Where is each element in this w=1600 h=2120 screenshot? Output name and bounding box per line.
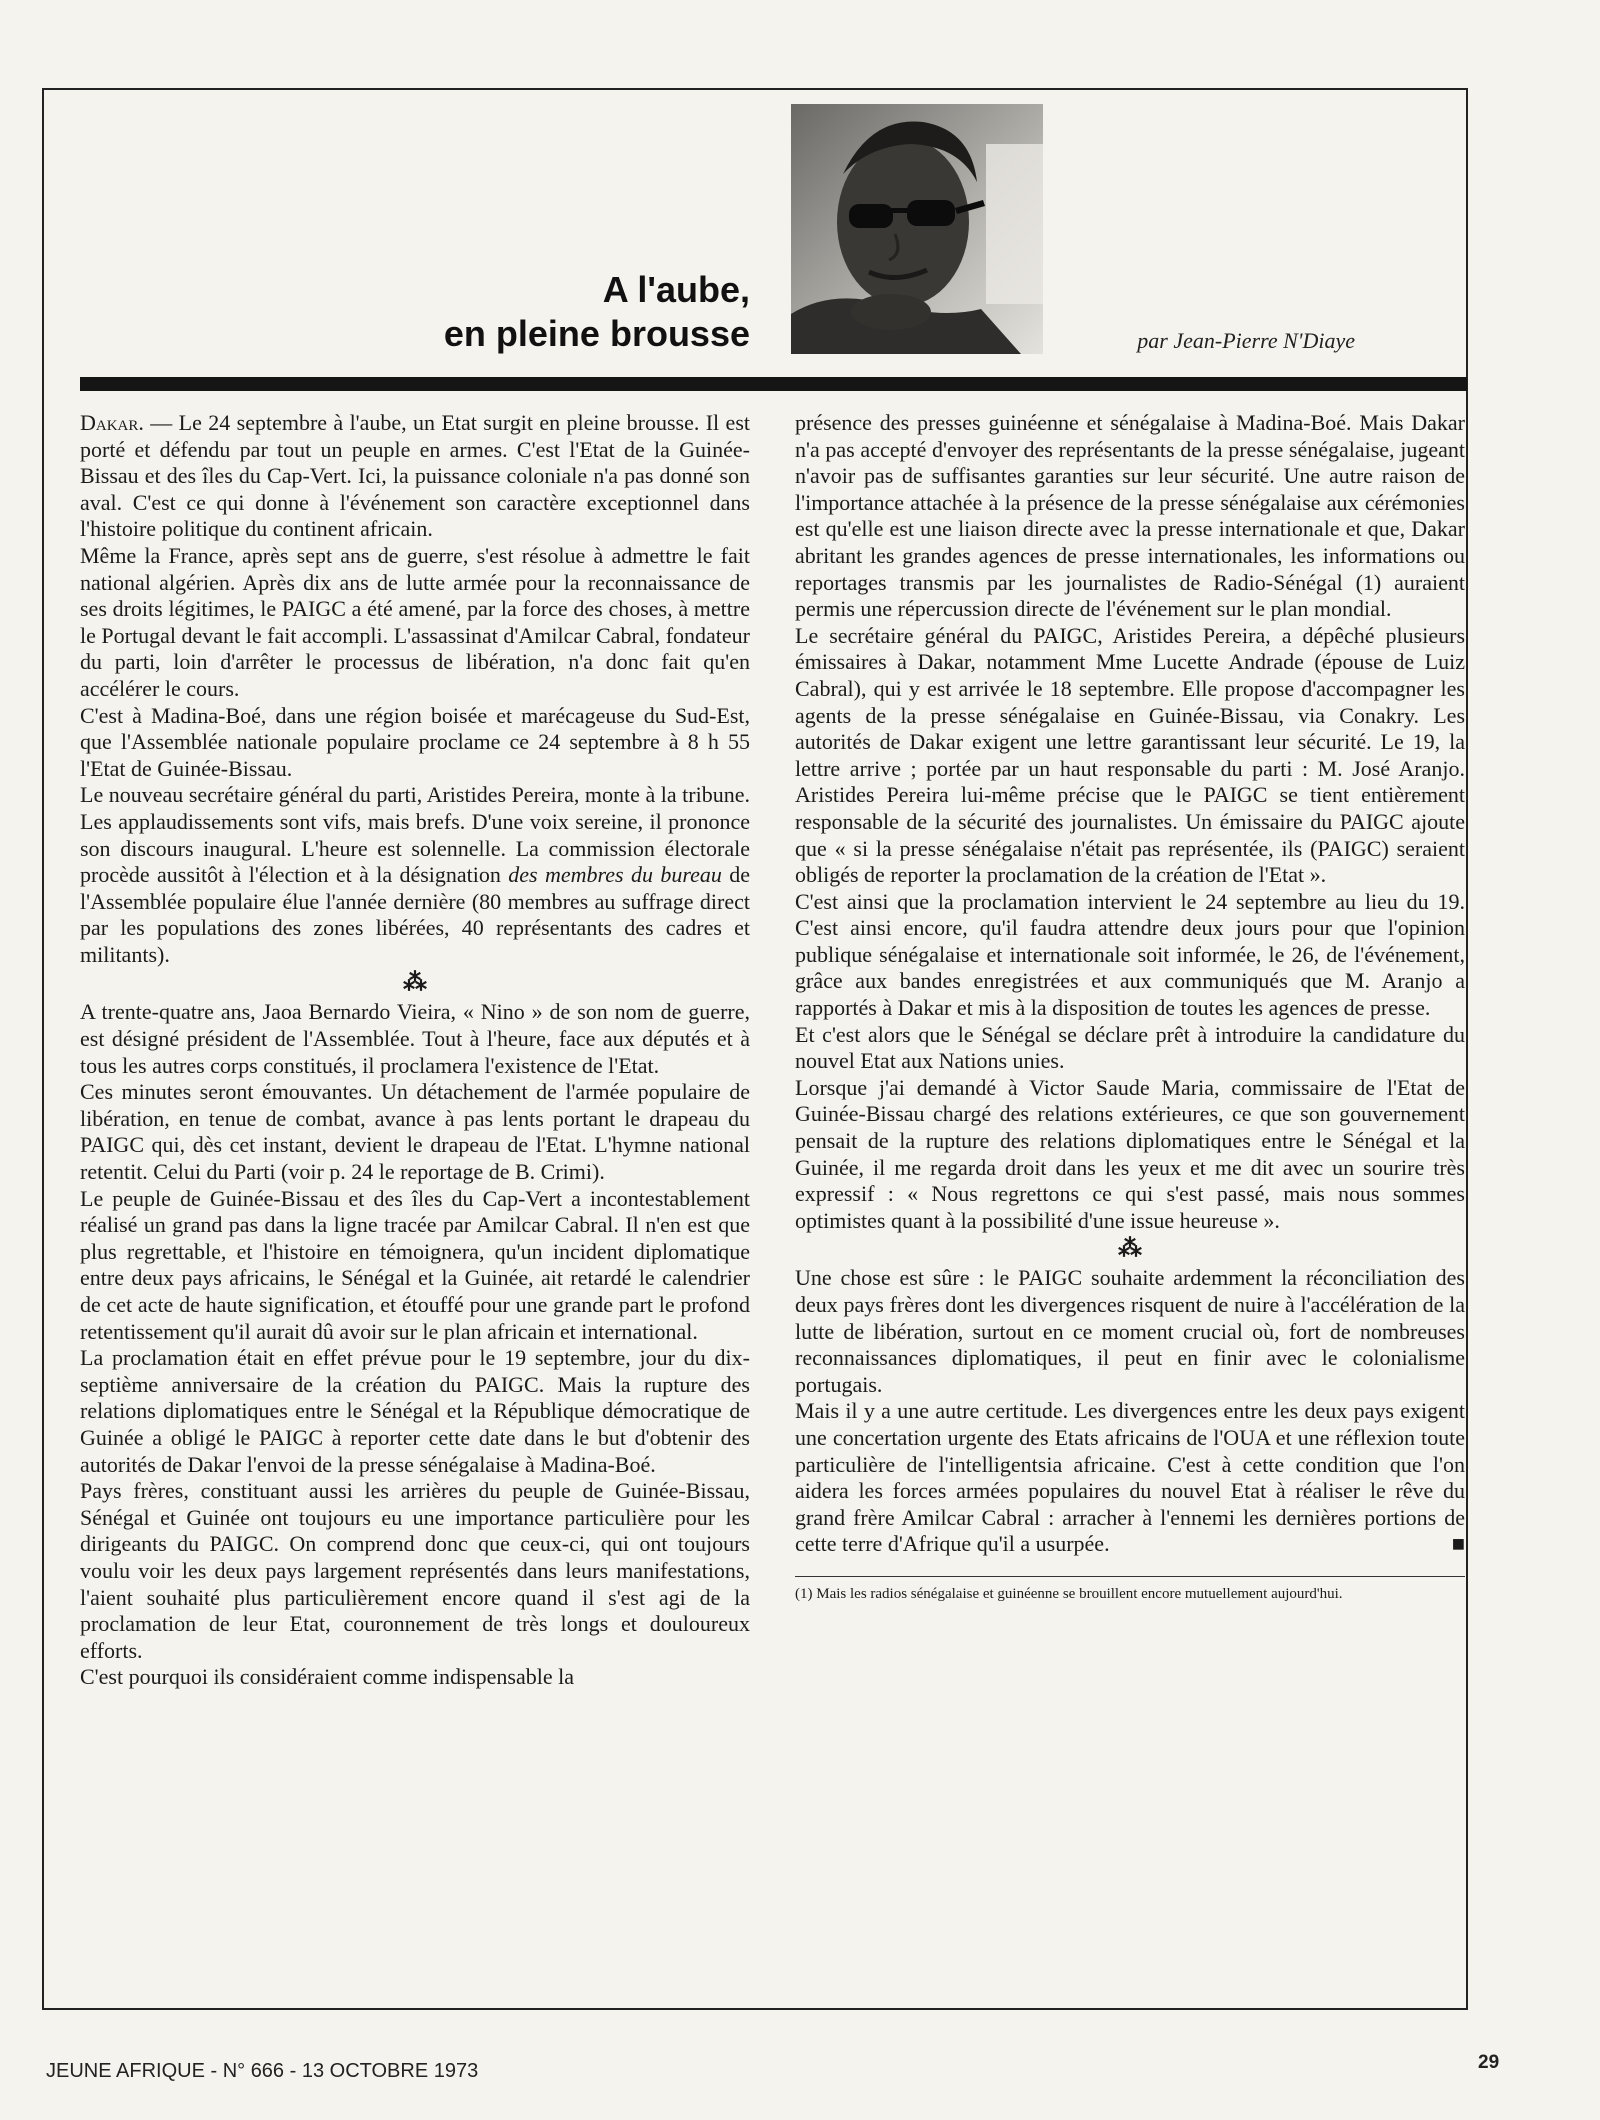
column-left [80, 410, 750, 1691]
paragraph: Pays frères, constituant aussi les arrières du peuple de Guinée-Bissau, Sénégal et Guinée ont toujours eu une importance particulière pour les dirigeants du PAIGC. On comprend donc que ceux-ci, qui ont toujours voulu voir les deux pays largement représentés dans leurs manifestations, l'aient souhaité plus particulièrement encore quand il s'est agi de la proclamation de leur Etat, couronnement de très longs et douloureux efforts. [80, 1478, 750, 1663]
title-line-1: A l'aube, [602, 269, 750, 310]
article-title [444, 268, 750, 356]
section-separator: ⁂ [1118, 1236, 1142, 1263]
paragraph: Même la France, après sept ans de guerre, s'est résolue à admettre le fait national algérien. Après dix ans de lutte armée pour la reconnaissance de ses droits légitimes, le PAIGC a été amené, par la force des choses, à mettre le Portugal devant le fait accompli. L'assassinat d'Amilcar Cabral, fondateur du parti, loin d'arrêter le processus de libération, n'a donc fait qu'en accélérer le cours. [80, 542, 750, 701]
paragraph: présence des presses guinéenne et sénégalaise à Madina-Boé. Mais Dakar n'a pas accepté d'envoyer des représentants de la presse sénégalaise, jugeant n'avoir pas de suffisantes garanties sur leur sécurité. Une autre raison de l'importance attachée à la présence de la presse sénégalaise aux cérémonies est qu'elle est une liaison directe avec la presse internationale et que, Dakar abritant les grandes agences de presse internationales, les informations ou reportages transmis par les journalistes de Radio-Sénégal (1) auraient permis une répercussion directe de l'événement sur le plan mondial. [795, 410, 1465, 622]
paragraph-text: Mais il y a une autre certitude. Les divergences entre les deux pays exigent une concertation urgente des Etats africains de l'OUA et une réflexion toute particulière de l'intelligentsia africaine. C'est à cette condition que l'on aidera les forces armées populaires du nouvel Etat à réaliser le rêve du grand frère Amilcar Cabral : arracher à l'ennemi les dernières portions de cette terre d'Afrique qu'il a usurpée. [795, 1398, 1465, 1557]
title-line-2: en pleine brousse [443, 313, 750, 354]
emphasis: des membres du bureau [508, 862, 722, 888]
paragraph: Lorsque j'ai demandé à Victor Saude Maria, commissaire de l'Etat de Guinée-Bissau chargé des relations extérieures, ce que son gouvernement pensait de la rupture des relations diplomatiques entre le Sénégal et la Guinée, il me regarda droit dans les yeux et me dit avec un sourire très expressif : « Nous regrettons ce qui s'est passé, mais nous sommes optimistes quant à la possibilité d'une issue heureuse ». [795, 1074, 1465, 1233]
column-right [795, 410, 1465, 1604]
paragraph-text: Le nouveau secrétaire général du parti, Aristides Pereira, monte à la tribune. Les applaudissements sont vifs, mais brefs. D'une voix sereine, il prononce son discours inaugural. L'heure est solennelle. La commission électorale procède aussitôt à l'élection et à la désignation [80, 782, 750, 888]
footnote: (1) Mais les radios sénégalaise et guinéenne se brouillent encore mutuellement aujourd'hui. [795, 1576, 1465, 1604]
paragraph: A trente-quatre ans, Jaoa Bernardo Vieira, « Nino » de son nom de guerre, est désigné président de l'Assemblée. Tout à l'heure, face aux députés et à tous les autres corps constitués, il proclamera l'existence de l'Etat. [80, 999, 750, 1078]
paragraph: C'est ainsi que la proclamation intervient le 24 septembre au lieu du 19. C'est ainsi encore, qu'il faudra attendre deux jours pour que l'opinion publique sénégalaise et internationale soit informée, le 26, de l'événement, grâce aux bandes enregistrées et aux communiqués que M. Aranjo a rapportés à Dakar et mis à la disposition de toutes les agences de presse. [795, 888, 1465, 1021]
paragraph: Le peuple de Guinée-Bissau et des îles du Cap-Vert a incontestablement réalisé un grand pas dans la ligne tracée par Amilcar Cabral. Il n'en est que plus regrettable, et l'histoire en témoignera, qu'un incident diplomatique entre deux pays africains, le Sénégal et la Guinée, ait retardé le calendrier de cet acte de haute signification, et étouffé pour une grande part le profond retentissement qu'il aurait dû avoir sur le plan africain et international. [80, 1185, 750, 1344]
paragraph: C'est pourquoi ils considéraient comme indispensable la [80, 1664, 574, 1690]
publication-footer: JEUNE AFRIQUE - N° 666 - 13 OCTOBRE 1973 [46, 2060, 479, 2082]
paragraph-text: de l'Assemblée populaire élue l'année dernière (80 membres au suffrage direct par les populations des zones libérées, 40 représentants des cadres et militants). [80, 862, 751, 967]
paragraph: La proclamation était en effet prévue pour le 19 septembre, jour du dix-septième anniversaire de la création du PAIGC. Mais la rupture des relations diplomatiques entre le Sénégal et la République démocratique de Guinée a obligé le PAIGC à reporter cette date dans le but d'obtenir des autorités de Dakar l'envoi de la presse sénégalaise à Madina-Boé. [80, 1345, 750, 1477]
dateline: Dakar. [80, 410, 144, 435]
title-rule [80, 377, 1467, 391]
page-number: 29 [1478, 2052, 1500, 2073]
portrait-image [791, 104, 1043, 354]
paragraph: Ces minutes seront émouvantes. Un détachement de l'armée populaire de libération, en tenue de combat, avance à pas lents portant le drapeau du PAIGC qui, dès cet instant, devient le drapeau de l'Etat. L'hymne national retentit. Celui du Parti (voir p. 24 le reportage de B. Crimi). [80, 1079, 750, 1185]
paragraph [80, 782, 750, 968]
paragraph-text: — Le 24 septembre à l'aube, un Etat surgit en pleine brousse. Il est porté et défendu par tout un peuple en armes. C'est l'Etat de la Guinée-Bissau et des îles du Cap-Vert. Ici, la puissance coloniale n'a pas donné son aval. C'est ce qui donne à l'événement son caractère exceptionnel dans l'histoire politique du continent africain. [80, 410, 750, 542]
section-separator: ⁂ [403, 970, 427, 997]
paragraph: Une chose est sûre : le PAIGC souhaite ardemment la réconciliation des deux pays frères dont les divergences risquent de nuire à l'accélération de la lutte de libération, surtout en ce moment crucial où, fort de nombreuses reconnaissances diplomatiques, il peut en finir avec le colonialisme portugais. [795, 1265, 1465, 1397]
author-photo [791, 104, 1043, 354]
paragraph: Et c'est alors que le Sénégal se déclare prêt à introduire la candidature du nouvel Etat aux Nations unies. [795, 1021, 1465, 1074]
end-mark: ■ [1451, 1531, 1465, 1557]
paragraph: C'est à Madina-Boé, dans une région boisée et marécageuse du Sud-Est, que l'Assemblée nationale populaire proclame ce 24 septembre à 8 h 55 l'Etat de Guinée-Bissau. [80, 702, 750, 781]
paragraph [795, 1398, 1465, 1558]
byline: par Jean-Pierre N'Diaye [1137, 328, 1355, 353]
paragraph [80, 410, 750, 543]
paragraph: Le secrétaire général du PAIGC, Aristides Pereira, a dépêché plusieurs émissaires à Dakar, notamment Mme Lucette Andrade (épouse de Luiz Cabral), qui y est arrivée le 18 septembre. Elle propose d'accompagner les agents de la presse sénégalaise en Guinée-Bissau, via Conakry. Les autorités de Dakar exigent une lettre garantissant leur sécurité. Le 19, la lettre arrive ; portée par un haut responsable du parti : M. José Aranjo. Aristides Pereira lui-même précise que le PAIGC se tient entièrement responsable de la sécurité des journalistes. Un émissaire du PAIGC ajoute que « si la presse sénégalaise n'était pas représentée, ils (PAIGC) seraient obligés de reporter la proclamation de la création de l'Etat ». [795, 622, 1465, 888]
